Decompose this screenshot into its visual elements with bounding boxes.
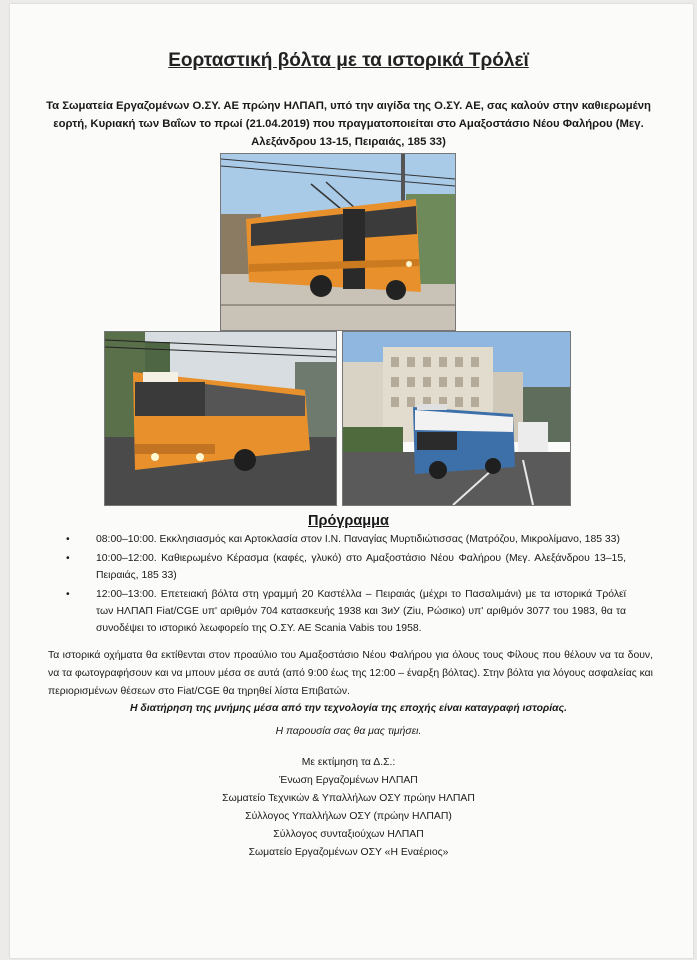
program-item-text: 08:00–10:00. Εκκλησιασμός και Αρτοκλασία στον Ι.Ν. Παναγίας Μυρτιδιώτισσας (Ματρόζου, Μικρολίμανο, 185 33) xyxy=(96,534,620,545)
program-list xyxy=(66,531,626,639)
bullet-icon: • xyxy=(66,534,70,545)
signature-block xyxy=(0,754,697,862)
signer-line: Σωματείο Τεχνικών & Υπαλλήλων ΟΣΥ πρώην ΗΛΠΑΠ xyxy=(222,793,475,804)
signature-intro: Με εκτίμηση τα Δ.Σ.: xyxy=(301,757,396,768)
page-title: Εορταστική βόλτα με τα ιστορικά Τρόλεϊ xyxy=(168,50,529,71)
intro-paragraph: Τα Σωματεία Εργαζομένων Ο.ΣΥ. ΑΕ πρώην ΗΛΠΑΠ, υπό την αιγίδα της Ο.ΣΥ. ΑΕ, σας καλούν στην καθιερωμένη εορτή, Κυριακή των Βαΐων το πρωί (21.04.2019) που πραγματοποιείται στο Αμαξοστάσιο Νέου Φαλήρου (Μεγ. Αλεξάνδρου 13-15, Πειραιάς, 185 33) xyxy=(46,100,651,148)
signer-line: Σύλλογος συνταξιούχων ΗΛΠΑΠ xyxy=(273,829,424,840)
program-item-text: 12:00–13:00. Επετειακή βόλτα στη γραμμή 20 Καστέλλα – Πειραιάς (μέχρι το Πασαλιμάνι) με τα ιστορικά Τρόλεϊ των ΗΛΠΑΠ Fiat/CGE υπ' αριθμόν 704 κατασκευής 1938 και ЗиУ (Ziu, Ρώσικο) υπ' αριθμόν 3077 του 1983, θα τα συνοδέψει το ιστορικό λεωφορείο της Ο.ΣΥ. ΑΕ Scania Vabis του 1958. xyxy=(96,589,626,634)
program-heading: Πρόγραμμα xyxy=(308,513,389,529)
honor-line: Η παρουσία σας θα μας τιμήσει. xyxy=(275,726,422,737)
list-item xyxy=(66,586,626,637)
photo-orange-trolleybus-2 xyxy=(104,331,337,506)
quote-line: Η διατήρηση της μνήμης μέσα από την τεχνολογία της εποχής είναι καταγραφή ιστορίας. xyxy=(130,703,567,714)
exhibition-paragraph: Τα ιστορικά οχήματα θα εκτίθενται στον προαύλιο του Αμαξοστάσιο Νέου Φαλήρου για όλους τους Φίλους που θέλουν να τα δουν, να τα φωτογραφήσουν και να μπουν μέσα σε αυτά (από 9:00 έως της 12:00 – έναρξη βόλτας). Στην βόλτα για λόγους ασφαλείας και περιορισμένων θέσεων στο Fiat/CGE θα τηρηθεί λίστα Επιβατών. xyxy=(48,650,653,697)
list-item xyxy=(66,550,626,584)
signer-line: Σύλλογος Υπαλλήλων ΟΣΥ (πρώην ΗΛΠΑΠ) xyxy=(245,811,452,822)
bullet-icon: • xyxy=(66,589,70,600)
program-item-text: 10:00–12:00. Καθιερωμένο Κέρασμα (καφές, γλυκό) στο Αμαξοστάσιο Νέου Φαλήρου (Μεγ. Αλεξάνδρου 13–15, Πειραιάς, 185 33) xyxy=(96,553,626,581)
signer-line: Σωματείο Εργαζομένων ΟΣΥ «Η Εναέριος» xyxy=(248,847,449,858)
bullet-icon: • xyxy=(66,553,70,564)
list-item xyxy=(66,531,626,548)
photo-blue-trolleybus xyxy=(342,331,571,506)
signer-line: Ένωση Εργαζομένων ΗΛΠΑΠ xyxy=(279,775,418,786)
photo-orange-trolleybus-1 xyxy=(220,153,456,331)
